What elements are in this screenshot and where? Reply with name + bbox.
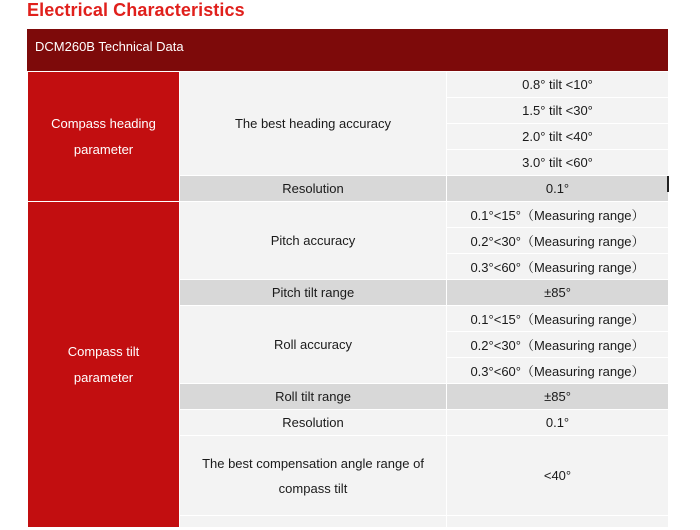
label-best-compensation-angle: [180, 436, 447, 516]
value-cell: ±85°: [447, 280, 669, 306]
section-heading: Electrical Characteristics: [27, 0, 245, 20]
table-row: [28, 72, 669, 98]
value-cell: ±85°: [447, 384, 669, 410]
value-cell: 2.0° tilt <40°: [447, 124, 669, 150]
category-compass-heading: [28, 72, 180, 202]
category-line: parameter: [73, 369, 134, 385]
category-line: Compass heading: [51, 115, 156, 131]
label-best-heading-accuracy: The best heading accuracy: [180, 72, 447, 176]
label-roll-tilt-range: Roll tilt range: [180, 384, 447, 410]
value-cell: 0.2°<30°（Measuring range）: [447, 228, 669, 254]
label-resolution: Resolution: [180, 410, 447, 436]
category-compass-tilt: [28, 202, 180, 528]
label-resolution: Resolution: [180, 176, 447, 202]
category-line: parameter: [73, 141, 134, 157]
value-cell: 0.3°<60°（Measuring range）: [447, 254, 669, 280]
text-cursor: [667, 176, 669, 192]
value-cell: 0.1°: [447, 176, 669, 202]
label-roll-accuracy: Roll accuracy: [180, 306, 447, 384]
value-cell: <40°: [447, 436, 669, 516]
value-cell: 0.8° tilt <10°: [447, 72, 669, 98]
value-cell: 0.1°<15°（Measuring range）: [447, 202, 669, 228]
value-cell: 0.1°<15°（Measuring range）: [447, 306, 669, 332]
table-title: DCM260B Technical Data: [27, 29, 668, 71]
value-cell: 0.2°<30°（Measuring range）: [447, 332, 669, 358]
value-cell: 3.0° tilt <60°: [447, 150, 669, 176]
value-cell: 0.1°: [447, 410, 669, 436]
category-line: Compass tilt: [67, 343, 140, 359]
empty-cell: [180, 516, 447, 528]
value-cell: 0.3°<60°（Measuring range）: [447, 358, 669, 384]
spec-table: [27, 71, 669, 528]
label-pitch-accuracy: Pitch accuracy: [180, 202, 447, 280]
label-line: The best compensation angle range of: [202, 455, 424, 471]
empty-cell: [447, 516, 669, 528]
value-cell: 1.5° tilt <30°: [447, 98, 669, 124]
table-row: [28, 202, 669, 228]
label-pitch-tilt-range: Pitch tilt range: [180, 280, 447, 306]
technical-data-table: [27, 29, 668, 528]
label-line: compass tilt: [278, 480, 348, 496]
